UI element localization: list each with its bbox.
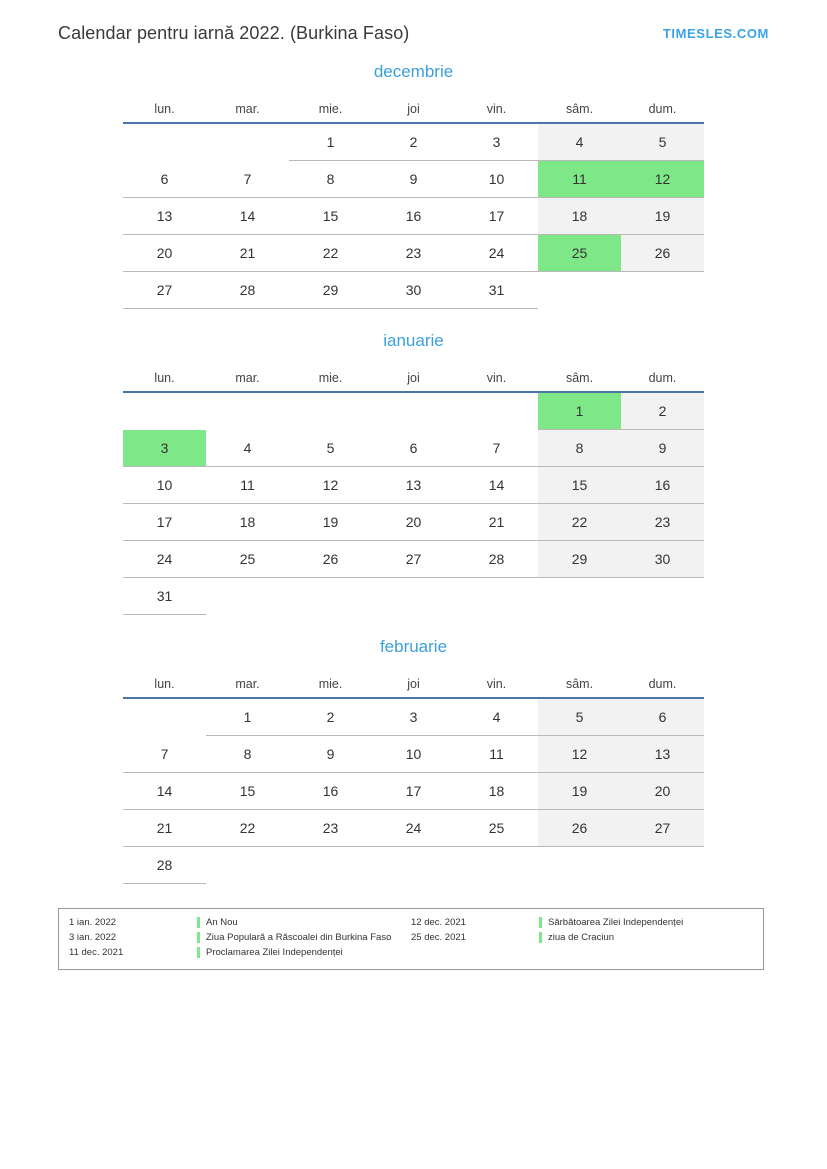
day-cell[interactable]: 14 — [455, 467, 538, 504]
month-table — [123, 671, 704, 884]
empty-cell — [206, 578, 289, 615]
weekday-header: mie. — [289, 365, 372, 392]
empty-cell — [289, 847, 372, 884]
day-cell[interactable]: 23 — [621, 504, 704, 541]
legend-column-right — [411, 916, 753, 961]
day-cell[interactable]: 22 — [206, 810, 289, 847]
day-cell[interactable]: 29 — [289, 272, 372, 309]
month-block — [58, 331, 769, 615]
day-cell[interactable]: 7 — [123, 736, 206, 773]
day-cell[interactable]: 29 — [538, 541, 621, 578]
empty-cell — [621, 272, 704, 309]
weekday-header: joi — [372, 365, 455, 392]
day-cell[interactable]: 18 — [206, 504, 289, 541]
weekday-header: dum. — [621, 671, 704, 698]
week-row — [123, 847, 704, 884]
day-cell[interactable]: 14 — [123, 773, 206, 810]
day-cell[interactable]: 28 — [206, 272, 289, 309]
day-cell-holiday[interactable]: 3 — [123, 430, 206, 467]
day-cell[interactable]: 18 — [455, 773, 538, 810]
legend-date: 3 ian. 2022 — [69, 932, 117, 943]
weekday-header: lun. — [123, 365, 206, 392]
empty-cell — [289, 578, 372, 615]
week-row — [123, 504, 704, 541]
day-cell[interactable]: 6 — [372, 430, 455, 467]
weekday-header: mar. — [206, 96, 289, 123]
day-cell[interactable]: 8 — [289, 161, 372, 198]
empty-cell — [206, 847, 289, 884]
day-cell[interactable]: 15 — [289, 198, 372, 235]
empty-cell — [372, 847, 455, 884]
day-cell[interactable]: 27 — [621, 810, 704, 847]
day-cell[interactable]: 7 — [455, 430, 538, 467]
legend-color-swatch — [197, 932, 200, 943]
day-cell[interactable]: 13 — [621, 736, 704, 773]
empty-cell — [123, 698, 206, 736]
day-cell[interactable]: 8 — [206, 736, 289, 773]
day-cell[interactable]: 19 — [289, 504, 372, 541]
day-cell-holiday[interactable]: 12 — [621, 161, 704, 198]
day-cell[interactable]: 20 — [123, 235, 206, 272]
legend-color-swatch — [197, 917, 200, 928]
day-cell[interactable]: 3 — [455, 123, 538, 161]
weekday-header: dum. — [621, 365, 704, 392]
weekday-header-row — [123, 365, 704, 392]
legend-item — [411, 931, 753, 944]
day-cell[interactable]: 15 — [538, 467, 621, 504]
day-cell[interactable]: 6 — [621, 698, 704, 736]
day-cell[interactable]: 25 — [206, 541, 289, 578]
page-title: Calendar pentru iarnă 2022. (Burkina Faso) — [58, 22, 410, 43]
day-cell[interactable]: 28 — [123, 847, 206, 884]
legend-label: An Nou — [206, 917, 238, 928]
empty-cell — [455, 578, 538, 615]
day-cell[interactable]: 5 — [621, 123, 704, 161]
day-cell[interactable]: 21 — [206, 235, 289, 272]
weekday-header: mar. — [206, 671, 289, 698]
legend-color-swatch — [539, 932, 542, 943]
day-cell[interactable]: 14 — [206, 198, 289, 235]
weekday-header: lun. — [123, 96, 206, 123]
weekday-header: vin. — [455, 365, 538, 392]
day-cell[interactable]: 2 — [621, 392, 704, 430]
month-block — [58, 637, 769, 884]
month-block — [58, 62, 769, 309]
empty-cell — [123, 123, 206, 161]
brand-logo: TIMESLES.COM — [662, 25, 769, 41]
week-row — [123, 773, 704, 810]
day-cell[interactable]: 15 — [206, 773, 289, 810]
day-cell[interactable]: 1 — [206, 698, 289, 736]
day-cell[interactable]: 19 — [621, 198, 704, 235]
empty-cell — [621, 847, 704, 884]
day-cell[interactable]: 30 — [621, 541, 704, 578]
empty-cell — [538, 272, 621, 309]
legend-label: ziua de Craciun — [548, 932, 615, 943]
empty-cell — [289, 392, 372, 430]
day-cell[interactable]: 13 — [372, 467, 455, 504]
day-cell[interactable]: 11 — [206, 467, 289, 504]
legend-label: Proclamarea Zilei Independenței — [206, 947, 343, 958]
day-cell[interactable]: 10 — [123, 467, 206, 504]
day-cell[interactable]: 27 — [123, 272, 206, 309]
week-row — [123, 123, 704, 161]
day-cell[interactable]: 1 — [289, 123, 372, 161]
day-cell[interactable]: 24 — [455, 235, 538, 272]
day-cell[interactable]: 24 — [123, 541, 206, 578]
weekday-header: vin. — [455, 671, 538, 698]
weekday-header: mar. — [206, 365, 289, 392]
empty-cell — [372, 578, 455, 615]
day-cell[interactable]: 23 — [372, 235, 455, 272]
day-cell[interactable]: 23 — [289, 810, 372, 847]
day-cell[interactable]: 26 — [289, 541, 372, 578]
day-cell[interactable]: 19 — [538, 773, 621, 810]
day-cell[interactable]: 17 — [372, 773, 455, 810]
day-cell[interactable]: 6 — [123, 161, 206, 198]
day-cell[interactable]: 17 — [123, 504, 206, 541]
empty-cell — [206, 392, 289, 430]
legend-box — [58, 908, 764, 970]
legend-item — [69, 916, 411, 929]
weekday-header-row — [123, 671, 704, 698]
month-title: februarie — [379, 637, 448, 656]
legend-item — [411, 916, 753, 929]
weekday-header: mie. — [289, 671, 372, 698]
day-cell[interactable]: 20 — [621, 773, 704, 810]
day-cell[interactable]: 18 — [538, 198, 621, 235]
day-cell[interactable]: 31 — [123, 578, 206, 615]
month-table — [123, 96, 704, 309]
legend-color-swatch — [539, 917, 542, 928]
day-cell[interactable]: 25 — [455, 810, 538, 847]
empty-cell — [455, 847, 538, 884]
day-cell[interactable]: 12 — [538, 736, 621, 773]
empty-cell — [538, 578, 621, 615]
day-cell[interactable]: 13 — [123, 198, 206, 235]
legend-column-left — [69, 916, 411, 961]
week-row — [123, 578, 704, 615]
legend-date: 12 dec. 2021 — [411, 917, 466, 928]
month-title: decembrie — [373, 62, 454, 81]
day-cell[interactable]: 9 — [289, 736, 372, 773]
week-row — [123, 810, 704, 847]
empty-cell — [206, 123, 289, 161]
months-container — [58, 62, 769, 906]
day-cell[interactable]: 10 — [455, 161, 538, 198]
day-cell[interactable]: 7 — [206, 161, 289, 198]
week-row — [123, 698, 704, 736]
day-cell[interactable]: 17 — [455, 198, 538, 235]
day-cell[interactable]: 9 — [372, 161, 455, 198]
legend-label: Ziua Populară a Răscoalei din Burkina Faso — [206, 932, 392, 943]
legend-item — [69, 931, 411, 944]
week-row — [123, 198, 704, 235]
weekday-header: joi — [372, 96, 455, 123]
day-cell[interactable]: 4 — [206, 430, 289, 467]
day-cell[interactable]: 3 — [372, 698, 455, 736]
week-row — [123, 161, 704, 198]
week-row — [123, 430, 704, 467]
day-cell[interactable]: 21 — [123, 810, 206, 847]
empty-cell — [455, 392, 538, 430]
week-row — [123, 235, 704, 272]
day-cell[interactable]: 5 — [538, 698, 621, 736]
legend-item — [69, 946, 411, 959]
page-header — [58, 18, 769, 48]
weekday-header: sâm. — [538, 365, 621, 392]
day-cell[interactable]: 20 — [372, 504, 455, 541]
weekday-header: dum. — [621, 96, 704, 123]
day-cell[interactable]: 26 — [621, 235, 704, 272]
day-cell[interactable]: 16 — [372, 198, 455, 235]
day-cell[interactable]: 21 — [455, 504, 538, 541]
day-cell[interactable]: 30 — [372, 272, 455, 309]
day-cell[interactable]: 8 — [538, 430, 621, 467]
week-row — [123, 272, 704, 309]
month-title: ianuarie — [383, 331, 444, 350]
day-cell[interactable]: 4 — [455, 698, 538, 736]
day-cell[interactable]: 5 — [289, 430, 372, 467]
weekday-header: sâm. — [538, 671, 621, 698]
legend-color-swatch — [197, 947, 200, 958]
day-cell[interactable]: 9 — [621, 430, 704, 467]
day-cell[interactable]: 2 — [289, 698, 372, 736]
empty-cell — [538, 847, 621, 884]
day-cell[interactable]: 12 — [289, 467, 372, 504]
legend-date: 25 dec. 2021 — [411, 932, 466, 943]
day-cell[interactable]: 11 — [455, 736, 538, 773]
weekday-header: sâm. — [538, 96, 621, 123]
week-row — [123, 736, 704, 773]
day-cell[interactable]: 27 — [372, 541, 455, 578]
empty-cell — [372, 392, 455, 430]
day-cell[interactable]: 31 — [455, 272, 538, 309]
day-cell[interactable]: 24 — [372, 810, 455, 847]
day-cell-holiday[interactable]: 1 — [538, 392, 621, 430]
day-cell[interactable]: 4 — [538, 123, 621, 161]
day-cell[interactable]: 16 — [621, 467, 704, 504]
week-row — [123, 467, 704, 504]
day-cell[interactable]: 16 — [289, 773, 372, 810]
day-cell[interactable]: 22 — [538, 504, 621, 541]
day-cell[interactable]: 28 — [455, 541, 538, 578]
weekday-header-row — [123, 96, 704, 123]
weekday-header: vin. — [455, 96, 538, 123]
legend-date: 11 dec. 2021 — [69, 947, 124, 958]
week-row — [123, 541, 704, 578]
empty-cell — [123, 392, 206, 430]
weekday-header: mie. — [289, 96, 372, 123]
month-table — [123, 365, 704, 615]
day-cell-holiday[interactable]: 25 — [538, 235, 621, 272]
day-cell[interactable]: 2 — [372, 123, 455, 161]
day-cell[interactable]: 10 — [372, 736, 455, 773]
day-cell-holiday[interactable]: 11 — [538, 161, 621, 198]
legend-date: 1 ian. 2022 — [69, 917, 117, 928]
week-row — [123, 392, 704, 430]
weekday-header: joi — [372, 671, 455, 698]
empty-cell — [621, 578, 704, 615]
legend-label: Sărbătoarea Zilei Independenței — [548, 917, 684, 928]
day-cell[interactable]: 22 — [289, 235, 372, 272]
weekday-header: lun. — [123, 671, 206, 698]
day-cell[interactable]: 26 — [538, 810, 621, 847]
